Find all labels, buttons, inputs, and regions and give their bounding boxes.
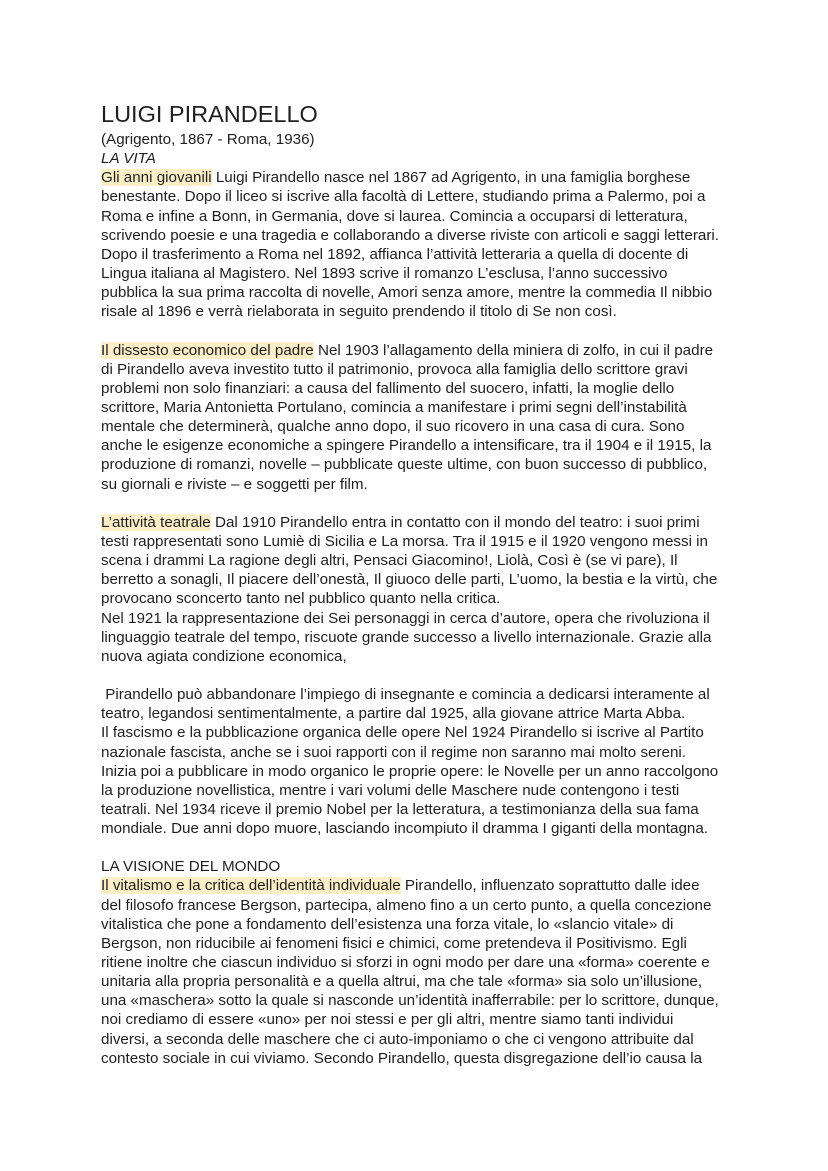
text-line: teatro, legandosi sentimentalmente, a partire dal 1925, alla giovane attrice Marta Abba. [101, 705, 686, 723]
text-line-rest: Pirandello, influenzato soprattutto dalle idee [400, 877, 700, 895]
text-line [101, 341, 741, 360]
text-line: una «maschera» sotto la quale si nasconde un’identità inafferrabile: per lo scrittore, dunque, [101, 992, 719, 1010]
paragraph-attivita-teatrale [101, 513, 741, 666]
text-line: ritiene inoltre che ciascun individuo si sforzi in ogni modo per dare una «forma» coerente e [101, 954, 710, 972]
text-line: la produzione novellistica, mentre i vari volumi delle Maschere nude contengono i testi [101, 781, 680, 799]
text-line: anche le esigenze economiche a spingere Pirandello a intensificare, tra il 1904 e il 1915, la [101, 437, 712, 455]
text-line: Inizia poi a pubblicare in modo organico le proprie opere: le Novelle per un anno raccolgono [101, 762, 719, 780]
subtitle-dates: (Agrigento, 1867 - Roma, 1936) [101, 131, 315, 148]
text-line: di Pirandello aveva investito tutto il patrimonio, provoca alla famiglia dello scrittore gravi [101, 360, 688, 378]
text-line: mondiale. Due anni dopo muore, lasciando incompiuto il dramma I giganti della montagna. [101, 820, 709, 838]
text-line: unitaria alla propria personalità e a quella altrui, ma che tale «forma» sia solo un’illusione, [101, 973, 703, 991]
text-line: Nel 1921 la rappresentazione dei Sei personaggi in cerca d’autore, opera che rivoluziona il [101, 609, 710, 627]
document-body [101, 130, 741, 1068]
text-line: Lingua italiana al Magistero. Nel 1893 scrive il romanzo L’esclusa, l’anno successivo [101, 264, 668, 282]
highlighted-topic: Il dissesto economico del padre [101, 341, 314, 359]
text-line: risale al 1896 e verrà rielaborata in seguito prendendo il titolo di Se non così. [101, 303, 617, 321]
text-line [101, 876, 741, 895]
text-line: noi crediamo di essere «uno» per noi stessi e per gli altri, mentre siamo tanti individui [101, 1011, 674, 1029]
text-line: vitalistica che pone a fondamento dell’esistenza una forza vitale, lo «slancio vitale» di [101, 915, 674, 933]
text-line: pubblica la sua prima raccolta di novelle, Amori senza amore, mentre la commedia Il nibbio [101, 284, 713, 302]
text-line-rest: Dal 1910 Pirandello entra in contatto con il mondo del teatro: i suoi primi [210, 513, 700, 531]
highlighted-topic: Il vitalismo e la critica dell’identità individuale [101, 877, 401, 895]
paragraph-spacer [101, 494, 741, 513]
text-line: scrittore, Maria Antonietta Portulano, comincia a manifestare i primi segni dell’instabilità [101, 398, 687, 416]
paragraph-spacer [101, 321, 741, 340]
section-heading-visione: LA VISIONE DEL MONDO [101, 858, 281, 876]
text-line: Bergson, non riducibile ai fenomeni fisici e chimici, come pretendeva il Positivismo. Egli [101, 934, 687, 952]
text-line: scrivendo poesie e una tragedia e collaborando a diverse riviste con articoli e saggi letterari. [101, 226, 719, 244]
text-line: nazionale fascista, anche se i suoi rapporti con il regime non saranno mai molto sereni. [101, 743, 687, 761]
page-title: LUIGI PIRANDELLO [101, 101, 318, 127]
highlighted-topic: L’attività teatrale [101, 513, 211, 531]
section-heading-vita: LA VITA [101, 150, 156, 168]
text-line: linguaggio teatrale del tempo, riscuote grande successo a livello internazionale. Grazie alla [101, 628, 712, 646]
text-line: Dopo il trasferimento a Roma nel 1892, affianca l’attività letteraria a quella di docente di [101, 245, 689, 263]
text-line-rest: Nel 1903 l’allagamento della miniera di zolfo, in cui il padre [313, 341, 714, 359]
text-line: contesto sociale in cui viviamo. Secondo Pirandello, questa disgregazione dell’io causa la [101, 1049, 703, 1067]
text-line: teatrali. Nel 1934 riceve il premio Nobel per la letteratura, a testimonianza della sua fama [101, 800, 699, 818]
paragraph-dissesto-economico [101, 341, 741, 494]
highlighted-topic: Gli anni giovanili [101, 169, 212, 187]
text-line: benestante. Dopo il liceo si iscrive alla facoltà di Lettere, studiando prima a Palermo, poi a [101, 188, 706, 206]
text-line: Pirandello può abbandonare l’impiego di insegnante e comincia a dedicarsi interamente al [101, 686, 710, 704]
text-line: diversi, a seconda delle maschere che ci auto-imponiamo o che ci vengono attribuite dal [101, 1030, 694, 1048]
text-line: produzione di romanzi, novelle – pubblicate queste ultime, con buon successo di pubblico, [101, 456, 708, 474]
text-line: nuova agiata condizione economica, [101, 647, 347, 665]
text-line: mentale che determinerà, qualche anno dopo, il suo ricovero in una casa di cura. Sono [101, 418, 685, 436]
text-line: problemi non solo finanziari: a causa del fallimento del suocero, infatti, la moglie dello [101, 379, 675, 397]
text-line-rest: Luigi Pirandello nasce nel 1867 ad Agrigento, in una famiglia borghese [211, 169, 691, 187]
text-line [101, 513, 741, 532]
paragraph-spacer [101, 666, 741, 685]
text-line: Il fascismo e la pubblicazione organica delle opere Nel 1924 Pirandello si iscrive al Partito [101, 724, 704, 742]
paragraph-vitalismo [101, 876, 741, 1067]
text-line: berretto a sonagli, Il piacere dell’onestà, Il giuoco delle parti, L’uomo, la bestia e la virtù, che [101, 571, 718, 589]
text-line: testi rappresentati sono Lumiè di Sicilia e La morsa. Tra il 1915 e il 1920 vengono messi in [101, 532, 708, 550]
text-line: su giornali e riviste – e soggetti per film. [101, 475, 368, 493]
text-line: provocano sconcerto tanto nel pubblico quanto nella critica. [101, 590, 501, 608]
paragraph-fascismo-nobel [101, 685, 741, 838]
text-line [101, 168, 741, 187]
text-line: Roma e infine a Bonn, in Germania, dove si laurea. Comincia a occuparsi di letteratura, [101, 207, 688, 225]
paragraph-gli-anni-giovanili [101, 168, 741, 321]
text-line: del filosofo francese Bergson, partecipa, almeno fino a un certo punto, a quella concezione [101, 896, 712, 914]
paragraph-spacer [101, 838, 741, 857]
text-line: scena i drammi La ragione degli altri, Pensaci Giacomino!, Liolà, Così è (se vi pare), Il [101, 552, 678, 570]
